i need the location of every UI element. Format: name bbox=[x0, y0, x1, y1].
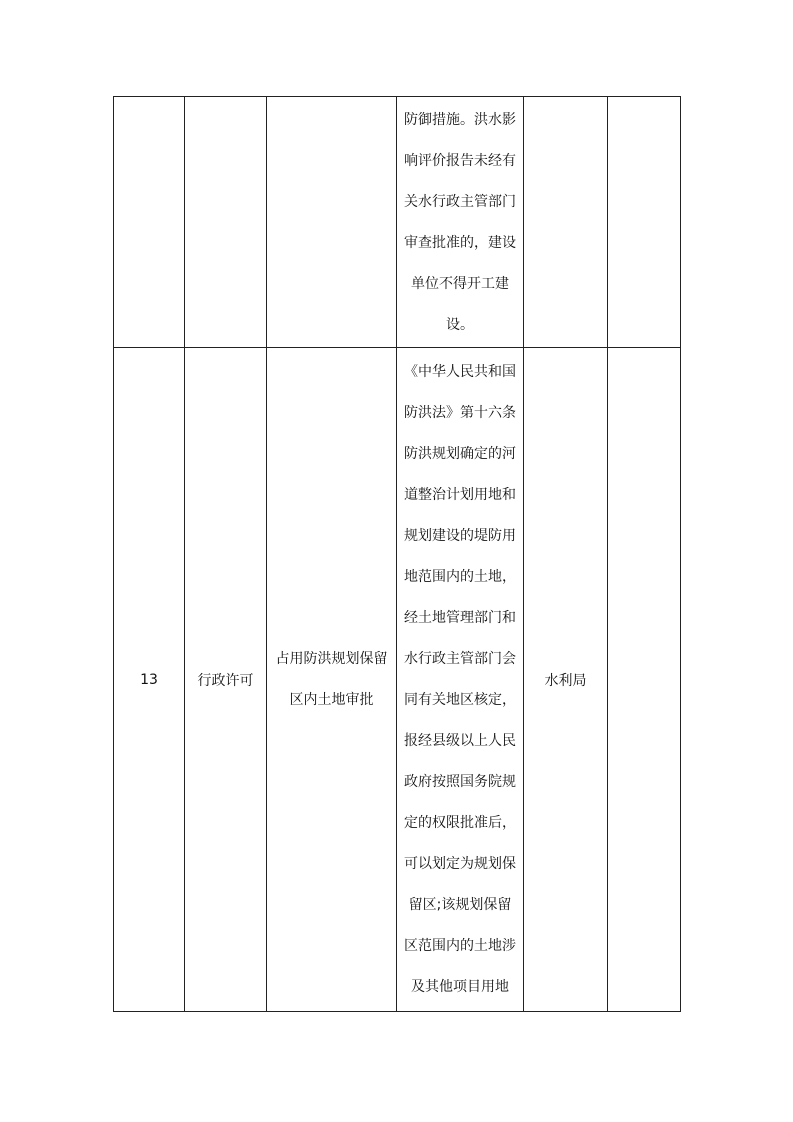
basis-line: 定的权限批准后， bbox=[404, 815, 516, 831]
cell-remark bbox=[608, 348, 681, 1012]
cell-remark bbox=[608, 97, 681, 348]
basis-line: 政府按照国务院规 bbox=[404, 774, 516, 790]
cell-basis bbox=[397, 348, 524, 1012]
basis-line: 及其他项目用地 bbox=[411, 979, 509, 995]
basis-line: 防御措施。洪水影 bbox=[404, 111, 516, 128]
basis-line: 道整治计划用地和 bbox=[404, 487, 516, 503]
basis-line: 响评价报告未经有 bbox=[404, 152, 516, 169]
table-row bbox=[114, 348, 681, 1012]
table-row bbox=[114, 97, 681, 348]
item-line: 占用防洪规划保留 bbox=[275, 650, 388, 667]
basis-line: 规划建设的堤防用 bbox=[404, 528, 516, 544]
basis-line: 区范围内的土地涉 bbox=[404, 938, 516, 954]
basis-line: 报经县级以上人民 bbox=[404, 733, 516, 749]
basis-line: 关水行政主管部门 bbox=[404, 193, 516, 210]
cell-department bbox=[524, 97, 608, 348]
cell-basis bbox=[397, 97, 524, 348]
basis-line: 同有关地区核定， bbox=[404, 692, 516, 708]
permission-table bbox=[113, 96, 681, 1012]
basis-line: 防洪法》第十六条 bbox=[404, 405, 516, 421]
cell-item bbox=[267, 97, 397, 348]
basis-line: 水行政主管部门会 bbox=[404, 651, 516, 667]
basis-line: 审查批准的，建设 bbox=[404, 234, 516, 251]
basis-line: 经土地管理部门和 bbox=[404, 610, 516, 626]
basis-line: 留区;该规划保留 bbox=[408, 897, 512, 913]
basis-line: 地范围内的土地， bbox=[404, 569, 516, 585]
cell-department: 水利局 bbox=[524, 348, 608, 1012]
basis-line: 可以划定为规划保 bbox=[404, 856, 516, 872]
cell-category: 行政许可 bbox=[185, 348, 267, 1012]
item-line: 区内土地审批 bbox=[289, 691, 374, 708]
cell-item bbox=[267, 348, 397, 1012]
basis-line: 单位不得开工建 bbox=[411, 275, 509, 292]
basis-line: 防洪规划确定的河 bbox=[404, 446, 516, 462]
cell-no: 13 bbox=[114, 348, 185, 1012]
cell-category bbox=[185, 97, 267, 348]
basis-line: 《中华人民共和国 bbox=[404, 364, 516, 380]
cell-no bbox=[114, 97, 185, 348]
basis-line: 设。 bbox=[446, 316, 474, 333]
